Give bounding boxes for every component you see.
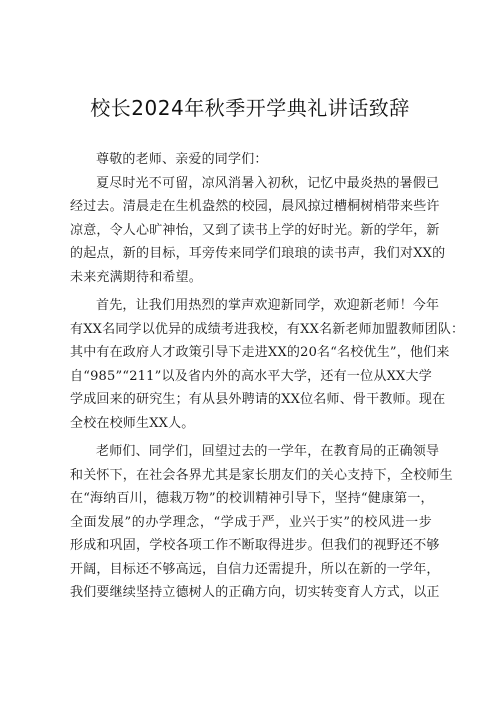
paragraph-3-line-5: 形成和巩固，学校各项工作不断取得进步。但我们的视野还不够: [70, 538, 440, 553]
paragraph-3-line-1: 老师们、同学们，回望过去的一学年，在教育局的正确领导: [96, 444, 440, 459]
salutation: 尊敬的老师、亲爱的同学们：: [96, 152, 268, 167]
document-body: [70, 148, 465, 605]
paragraph-3-line-7: 我们要继续坚持立德树人的正确方向，切实转变育人方式，以正: [70, 585, 440, 600]
paragraph-2-line-1: 首先，让我们用热烈的掌声欢迎新同学，欢迎新老师！今年: [96, 298, 440, 313]
paragraph-2-line-6: 全校在校师生XX人。: [70, 415, 195, 431]
paragraph-1-line-5: 未来充满期待和希望。: [70, 269, 203, 285]
paragraph-2-line-5: 学成回来的研究生；有从县外聘请的XX位名师、骨干教师。现在: [70, 392, 446, 407]
paragraph-3-line-4: 全面发展”的办学理念，“学成于严，业兴于实”的校风进一步: [70, 514, 432, 530]
paragraph-1-line-2: 经过去。清晨走在生机盎然的校园，晨风掠过槽桐树梢带来些许: [70, 199, 440, 214]
paragraph-3-line-3: 在“海纳百川，德栽万物”的校训精神引导下，坚持“健康第一，: [70, 491, 434, 506]
paragraph-3-line-2: 和关怀下，在社会各界尤其是家长朋友们的关心支持下，全校师生: [70, 467, 453, 483]
paragraph-2-line-2: 有XX名同学以优异的成绩考进我校，有XX名新老师加盟教师团队：: [70, 321, 465, 337]
document-title: 校长2024年秋季开学典礼讲话致辞: [90, 96, 410, 120]
paragraph-1-line-3: 凉意，令人心旷神怡，又到了读书上学的好时光。新的学年，新: [70, 222, 440, 238]
paragraph-2-line-3: 其中有在政府人才政策引导下走进XX的20名“名校优生”，他们来: [70, 345, 450, 360]
paragraph-2-line-4: 自“985”“211”以及省内外的高水平大学，还有一位从XX大学: [70, 368, 432, 384]
paragraph-1-line-4: 的起点，新的目标，耳旁传来同学们琅琅的读书声，我们对XX的: [70, 246, 446, 261]
paragraph-1-line-1: 夏尽时光不可留，凉风消暑入初秋，记忆中最炎热的暑假已: [96, 175, 440, 191]
paragraph-3-line-6: 开阔，目标还不够高远，自信力还需提升，所以在新的一学年，: [70, 561, 440, 577]
